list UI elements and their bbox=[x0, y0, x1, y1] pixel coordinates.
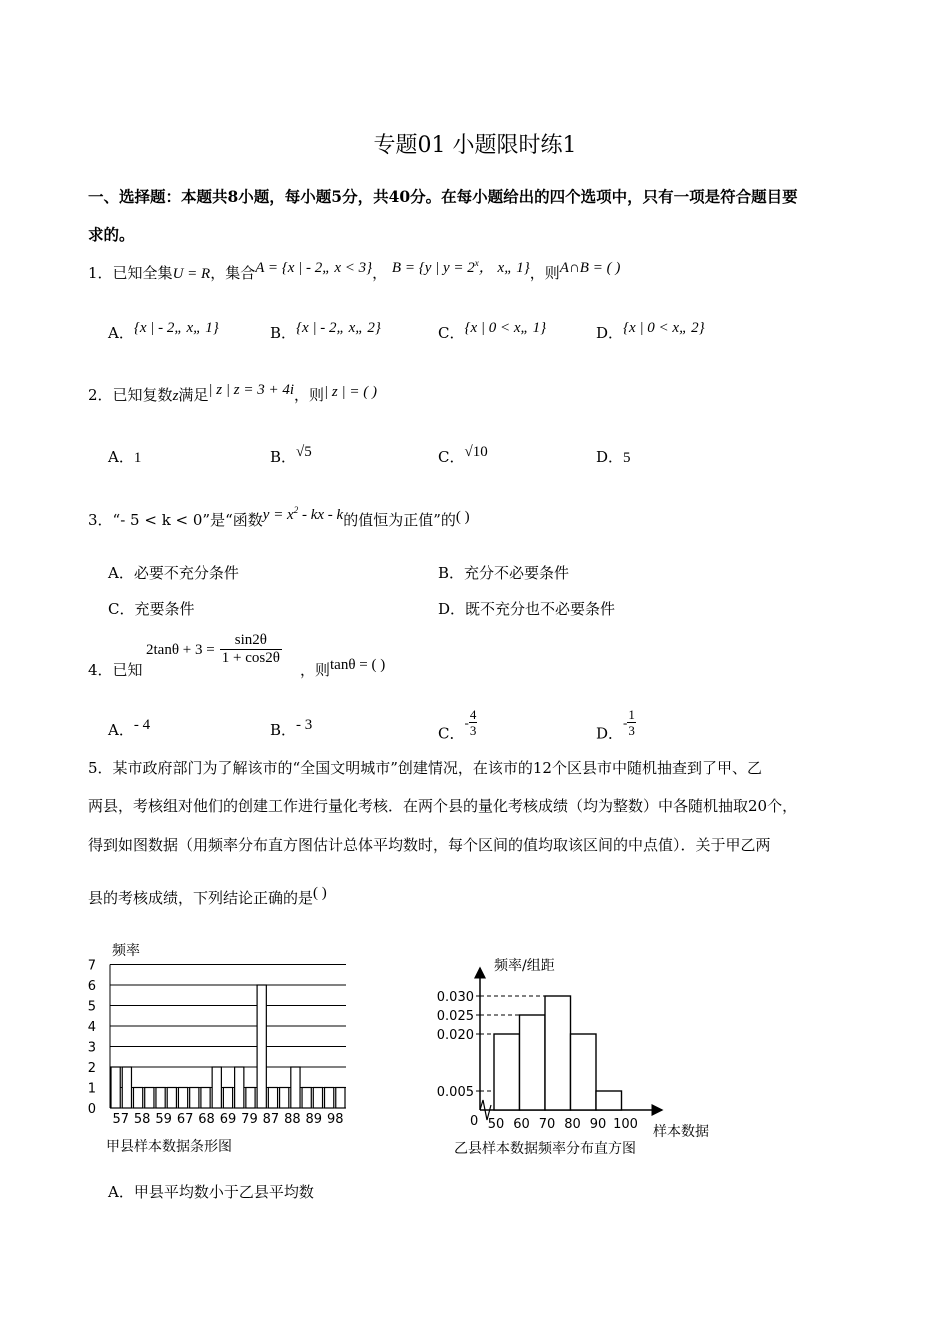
jia-bar bbox=[111, 1067, 120, 1108]
q3-math-function-sup: 2 bbox=[293, 505, 299, 515]
q3-option-a[interactable] bbox=[108, 562, 239, 583]
jia-bar bbox=[325, 1088, 334, 1109]
jia-bar bbox=[201, 1088, 210, 1109]
jia-y-tick: 1 bbox=[87, 1081, 96, 1097]
q1-option-d-label: D． bbox=[596, 324, 624, 342]
q2-option-a-label: A． bbox=[108, 448, 134, 466]
q4-option-c-denominator: 3 bbox=[469, 723, 477, 738]
q2-option-d[interactable] bbox=[596, 446, 631, 467]
q3-option-b-text: 充分不必要条件 bbox=[464, 564, 570, 582]
q3-option-d-label: D． bbox=[438, 600, 466, 618]
q5-line-2: 两县，考核组对他们的创建工作进行量化考核．在两个县的量化考核成绩（均为整数）中各随机抽取20个， bbox=[88, 797, 798, 815]
yi-y-tick: 0.020 bbox=[436, 1028, 474, 1043]
jia-y-tick: 5 bbox=[87, 999, 96, 1015]
jia-x-tick: 58 bbox=[133, 1112, 151, 1127]
q5-line-4 bbox=[88, 887, 327, 908]
q1-option-a[interactable] bbox=[108, 322, 219, 343]
q4-option-d-denominator: 3 bbox=[628, 723, 635, 738]
q3-option-d-text: 既不充分也不必要条件 bbox=[465, 600, 616, 618]
q3-option-d[interactable] bbox=[438, 598, 615, 619]
q2-option-c[interactable] bbox=[438, 446, 488, 467]
question-3 bbox=[88, 505, 470, 530]
q5-line-1: 5．某市政府部门为了解该市的“全国文明城市”创建情况，在该市的12个区县市中随机抽查到了甲、乙 bbox=[88, 759, 762, 777]
q4-equation bbox=[146, 632, 282, 667]
jia-y-tick-labels bbox=[88, 959, 96, 1118]
question-1 bbox=[88, 258, 621, 283]
q4-option-a-text: - 4 bbox=[133, 717, 151, 733]
jia-bar bbox=[302, 1088, 311, 1109]
q2-option-c-text: √10 bbox=[464, 444, 488, 460]
q1-text-3: ， bbox=[372, 264, 388, 282]
q3-option-a-text: 必要不充分条件 bbox=[133, 564, 239, 582]
q3-math-function-main: y = x bbox=[262, 507, 294, 523]
jia-x-tick-labels bbox=[112, 1112, 343, 1127]
chart-yi-histogram bbox=[430, 950, 720, 1165]
q1-math-u: U = R bbox=[172, 266, 211, 282]
yi-x-tick: 100 bbox=[613, 1117, 638, 1132]
q2-math-z: z bbox=[172, 388, 179, 404]
q3-text-1: “- 5 < k < 0”是“函数 bbox=[112, 511, 263, 529]
jia-chart-title: 甲县样本数据条形图 bbox=[106, 1139, 232, 1155]
q4-option-c-sign: - bbox=[464, 714, 469, 730]
jia-bar bbox=[167, 1088, 176, 1109]
jia-bar bbox=[257, 985, 266, 1108]
q4-option-b-text: - 3 bbox=[296, 717, 313, 733]
q4-option-d[interactable] bbox=[596, 707, 636, 750]
q4-option-d-sign: - bbox=[623, 714, 628, 730]
question-2 bbox=[88, 384, 377, 405]
q2-text-2: 满足 bbox=[178, 386, 209, 404]
q3-option-c-text: 充要条件 bbox=[134, 600, 195, 618]
q4-text-2: ，则 bbox=[300, 661, 331, 679]
q1-number: 1． bbox=[88, 264, 113, 282]
q2-text-1: 已知复数 bbox=[112, 386, 173, 404]
q1-math-b-tail: ， x„ 1} bbox=[478, 260, 530, 276]
jia-bar bbox=[336, 1088, 345, 1109]
yi-y-tick-labels bbox=[437, 990, 474, 1100]
q4-option-d-fraction bbox=[627, 707, 636, 738]
jia-bar bbox=[212, 1067, 221, 1108]
q4-number: 4． bbox=[88, 661, 113, 679]
yi-x-tick-labels bbox=[488, 1117, 638, 1132]
q5-line-3: 得到如图数据（用频率分布直方图估计总体平均数时，每个区间的值均取该区间的中点值）．关于甲乙两 bbox=[88, 836, 771, 854]
jia-bar bbox=[235, 1067, 244, 1108]
q2-option-b[interactable] bbox=[270, 446, 312, 467]
q4-option-b-label: B． bbox=[270, 721, 297, 739]
jia-y-tick: 6 bbox=[87, 979, 96, 994]
q4-option-a-label: A． bbox=[108, 721, 134, 739]
jia-bar bbox=[190, 1088, 199, 1109]
section-heading-line2: 求的。 bbox=[88, 225, 135, 244]
yi-x-tick: 50 bbox=[487, 1117, 505, 1132]
q1-option-b-label: B． bbox=[270, 324, 297, 342]
q1-option-a-label: A． bbox=[108, 324, 134, 342]
q4-option-d-numerator: 1 bbox=[628, 707, 635, 722]
q4-option-c[interactable] bbox=[438, 707, 477, 750]
q3-math-function-tail: - kx - k bbox=[298, 507, 344, 523]
jia-x-tick: 57 bbox=[112, 1112, 130, 1127]
q1-math-b bbox=[392, 260, 530, 276]
q2-text-3: ，则 bbox=[294, 386, 325, 404]
q1-math-b-sup: x bbox=[474, 258, 479, 268]
jia-bar bbox=[291, 1067, 300, 1108]
yi-y-tick: 0.005 bbox=[436, 1085, 474, 1100]
q2-math-abs-z: | z | = ( ) bbox=[324, 384, 377, 400]
q1-text-2: ，集合 bbox=[210, 264, 256, 282]
jia-x-tick: 59 bbox=[155, 1112, 172, 1127]
q1-text-1: 已知全集 bbox=[112, 264, 173, 282]
yi-y-axis-label: 频率/组距 bbox=[494, 958, 555, 974]
q4-option-c-label: C． bbox=[438, 724, 465, 743]
jia-x-tick: 88 bbox=[284, 1112, 301, 1127]
q3-paren: ( ) bbox=[455, 509, 470, 525]
jia-y-tick: 0 bbox=[87, 1102, 96, 1117]
q4-math-tan: tanθ = ( ) bbox=[330, 657, 386, 673]
jia-x-tick: 98 bbox=[326, 1112, 344, 1127]
question-4 bbox=[88, 659, 143, 680]
jia-bar bbox=[223, 1088, 232, 1109]
jia-y-tick: 2 bbox=[87, 1061, 96, 1076]
jia-x-tick: 79 bbox=[241, 1112, 258, 1127]
q1-option-b[interactable] bbox=[270, 322, 381, 343]
q3-text-2: 的值恒为正值”的 bbox=[343, 511, 456, 529]
q1-option-d[interactable] bbox=[596, 322, 705, 343]
jia-x-tick: 69 bbox=[219, 1112, 237, 1127]
q2-option-d-label: D． bbox=[596, 448, 624, 466]
q2-math-condition: | z | z = 3 + 4i bbox=[208, 382, 295, 398]
jia-bar bbox=[145, 1088, 154, 1109]
yi-x-tick: 90 bbox=[589, 1117, 607, 1132]
yi-x-axis-label: 样本数据 bbox=[653, 1124, 709, 1140]
yi-bar bbox=[494, 1034, 520, 1110]
q3-option-c-label: C． bbox=[108, 600, 135, 618]
jia-bar bbox=[313, 1088, 322, 1109]
q1-option-c-text: {x | 0 < x„ 1} bbox=[464, 320, 547, 336]
yi-y-tick: 0.030 bbox=[436, 990, 474, 1005]
jia-bar bbox=[122, 1067, 131, 1108]
q2-option-a-text: 1 bbox=[133, 450, 142, 466]
q5-option-a-text: 甲县平均数小于乙县平均数 bbox=[133, 1183, 314, 1201]
q2-number: 2． bbox=[88, 386, 113, 404]
q4-option-d-label: D． bbox=[596, 724, 624, 743]
q1-math-intersection: A∩B = ( ) bbox=[559, 260, 621, 276]
q1-option-b-text: {x | - 2„ x„ 2} bbox=[296, 320, 381, 336]
q1-option-a-text: {x | - 2„ x„ 1} bbox=[133, 320, 219, 336]
yi-x-tick: 70 bbox=[538, 1117, 556, 1132]
q1-text-4: ，则 bbox=[529, 264, 560, 282]
jia-bar bbox=[246, 1088, 255, 1109]
q4-text-1: 已知 bbox=[112, 661, 143, 679]
yi-origin-label: 0 bbox=[470, 1114, 479, 1129]
q3-number: 3． bbox=[88, 511, 113, 529]
jia-y-tick: 3 bbox=[87, 1040, 96, 1056]
yi-bar bbox=[571, 1034, 597, 1110]
q3-option-b-label: B． bbox=[438, 564, 465, 582]
jia-gridlines bbox=[110, 965, 346, 1109]
q1-math-b-main: B = {y | y = 2 bbox=[391, 260, 475, 276]
q1-math-a: A = {x | - 2„ x < 3} bbox=[255, 260, 373, 276]
q5-line-4-text: 县的考核成绩，下列结论正确的是 bbox=[88, 889, 314, 907]
yi-bar bbox=[545, 996, 571, 1110]
q4-option-c-fraction bbox=[469, 707, 478, 738]
q5-option-a-label: A． bbox=[108, 1183, 134, 1201]
page-title: 专题01 小题限时练1 bbox=[373, 133, 577, 158]
q3-option-a-label: A． bbox=[108, 564, 134, 582]
q1-option-d-text: {x | 0 < x„ 2} bbox=[623, 320, 705, 336]
jia-bar bbox=[268, 1088, 277, 1109]
q3-math-function bbox=[263, 507, 343, 523]
q4-tail bbox=[300, 659, 385, 680]
yi-x-tick: 60 bbox=[513, 1117, 530, 1132]
jia-x-tick: 89 bbox=[305, 1112, 323, 1127]
q1-option-c[interactable] bbox=[438, 322, 546, 343]
q5-paren: ( ) bbox=[313, 885, 327, 901]
q2-option-d-text: 5 bbox=[623, 450, 631, 466]
yi-chart-title: 乙县样本数据频率分布直方图 bbox=[454, 1141, 636, 1157]
jia-bar bbox=[280, 1088, 289, 1109]
q2-option-a[interactable] bbox=[108, 446, 141, 467]
jia-x-tick: 87 bbox=[262, 1112, 280, 1127]
q4-option-b[interactable] bbox=[270, 719, 312, 740]
q4-fraction-numerator: sin2θ bbox=[220, 632, 282, 650]
q4-option-c-numerator: 4 bbox=[469, 707, 477, 722]
jia-y-tick: 4 bbox=[87, 1020, 96, 1035]
jia-x-tick: 68 bbox=[198, 1112, 215, 1127]
q4-equation-lhs: 2tanθ + 3 = bbox=[146, 642, 215, 658]
q2-option-b-text: √5 bbox=[296, 444, 312, 460]
q1-option-c-label: C． bbox=[438, 324, 465, 342]
q2-option-b-label: B． bbox=[270, 448, 297, 466]
q5-option-a[interactable] bbox=[108, 1181, 314, 1202]
jia-y-axis-label: 频率 bbox=[112, 943, 140, 959]
q3-option-b[interactable] bbox=[438, 562, 569, 583]
jia-bar bbox=[156, 1088, 165, 1109]
yi-x-tick: 80 bbox=[564, 1117, 581, 1132]
q4-equation-fraction bbox=[220, 632, 282, 667]
jia-y-tick: 7 bbox=[87, 958, 96, 974]
section-heading-line1: 一、选择题：本题共8小题，每小题5分，共40分。在每小题给出的四个选项中，只有一项是符合题目要 bbox=[88, 187, 798, 206]
q3-option-c[interactable] bbox=[108, 598, 195, 619]
yi-bar bbox=[596, 1091, 622, 1110]
q4-option-a[interactable] bbox=[108, 719, 150, 740]
yi-bars bbox=[494, 996, 622, 1110]
yi-y-tick: 0.025 bbox=[436, 1009, 474, 1024]
jia-x-tick: 67 bbox=[176, 1112, 194, 1127]
jia-bar bbox=[178, 1088, 187, 1109]
jia-bar bbox=[133, 1088, 142, 1109]
q4-fraction-denominator: 1 + cos2θ bbox=[221, 650, 280, 666]
yi-bar bbox=[520, 1015, 546, 1110]
chart-jia-bar bbox=[84, 938, 374, 1158]
q2-option-c-label: C． bbox=[438, 448, 465, 466]
